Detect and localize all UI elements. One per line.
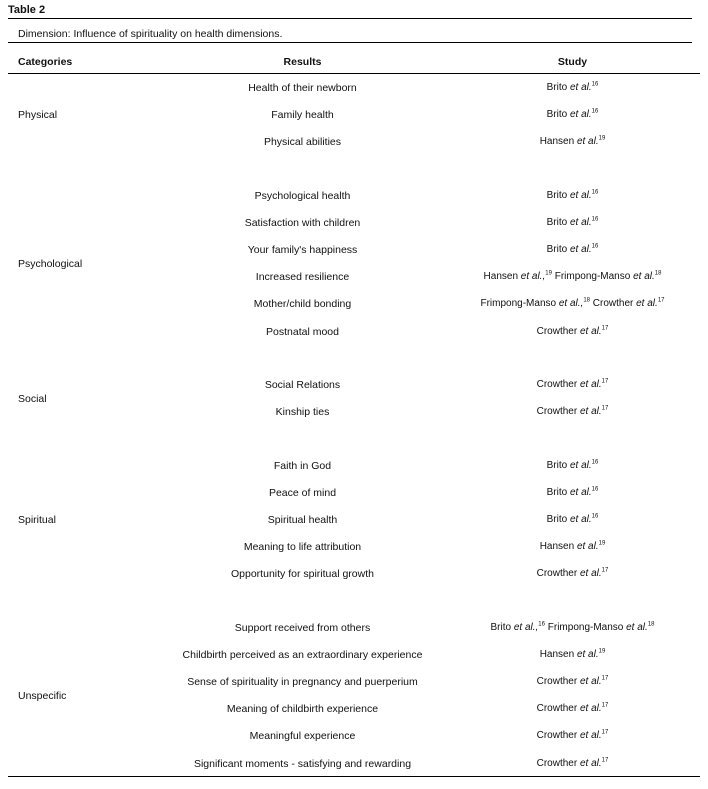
study-author: Brito	[546, 487, 570, 499]
caption-rule	[8, 42, 692, 43]
study-author: Hansen	[539, 649, 577, 661]
study-cell	[450, 190, 695, 201]
study-et-al: et al.	[579, 568, 602, 580]
result-cell: Peace of mind	[268, 487, 337, 500]
study-author: Frimpong-Manso	[544, 622, 627, 633]
study-cell	[450, 298, 695, 309]
study-cell	[450, 676, 695, 687]
study-et-al: et al.	[569, 190, 592, 201]
study-et-al: et al.,	[520, 271, 546, 283]
study-et-al: et al.	[576, 136, 599, 148]
study-author: Crowther	[536, 757, 580, 769]
study-cell	[450, 217, 695, 228]
study-author: Hansen	[539, 136, 577, 148]
study-ref: 16	[538, 621, 545, 628]
study-author: Crowther	[536, 325, 580, 337]
study-cell	[450, 379, 695, 390]
result-cell: Spiritual health	[267, 514, 338, 527]
study-et-al: et al.	[576, 541, 599, 553]
result-cell: Meaningful experience	[249, 730, 356, 743]
result-cell: Kinship ties	[275, 406, 330, 419]
result-cell: Satisfaction with children	[244, 217, 361, 230]
study-et-al: et al.	[579, 325, 602, 337]
header-rule	[8, 73, 700, 74]
study-cell	[450, 622, 695, 633]
study-et-al: et al.	[569, 244, 592, 256]
study-author: Brito	[546, 82, 570, 93]
study-et-al: et al.	[576, 649, 599, 661]
study-author: Brito	[546, 109, 570, 121]
study-et-al: et al.	[579, 703, 602, 715]
result-cell: Faith in God	[273, 460, 332, 472]
study-author: Hansen	[539, 541, 577, 553]
study-cell	[450, 703, 695, 714]
result-cell: Family health	[271, 109, 334, 122]
result-cell: Meaning to life attribution	[243, 541, 362, 554]
study-et-al: et al.	[626, 622, 648, 633]
table-title: Table 2	[8, 4, 46, 16]
bottom-rule	[8, 776, 700, 777]
dimension-caption: Dimension: Influence of spirituality on health dimensions.	[18, 28, 283, 40]
study-author: Brito	[546, 460, 570, 471]
study-ref: 17	[601, 702, 609, 709]
study-et-al: et al.	[579, 406, 602, 418]
study-ref: 16	[591, 108, 599, 115]
study-author: Brito	[546, 244, 570, 256]
study-et-al: et al.	[569, 217, 592, 229]
study-ref: 16	[591, 486, 599, 493]
study-cell	[450, 487, 695, 498]
study-ref: 17	[601, 405, 609, 412]
result-cell: Your family's happiness	[247, 244, 358, 257]
study-et-al: et al.,	[513, 622, 539, 633]
study-author: Crowther	[536, 703, 580, 715]
result-cell: Significant moments - satisfying and rewarding	[193, 757, 412, 770]
study-ref: 16	[591, 513, 599, 520]
study-ref: 18	[647, 621, 655, 628]
category-label: Social	[18, 392, 47, 405]
study-cell	[450, 326, 695, 337]
study-author: Frimpong-Manso	[551, 271, 634, 283]
study-author: Brito	[546, 217, 570, 229]
study-ref: 19	[598, 135, 606, 142]
study-author: Crowther	[536, 379, 580, 390]
result-cell: Postnatal mood	[266, 325, 339, 338]
category-label: Unspecific	[18, 689, 67, 702]
study-cell	[450, 136, 695, 147]
top-rule	[8, 18, 692, 19]
study-cell	[450, 82, 695, 93]
study-ref: 17	[601, 568, 609, 575]
study-ref: 16	[591, 243, 599, 250]
study-ref: 16	[591, 189, 599, 196]
study-ref: 16	[591, 216, 599, 223]
study-et-al: et al.	[579, 379, 602, 390]
study-et-al: et al.,	[558, 298, 584, 310]
study-ref: 19	[598, 540, 606, 547]
study-ref: 19	[545, 270, 552, 277]
category-label: Spiritual	[18, 514, 56, 527]
result-cell: Social Relations	[264, 379, 341, 391]
study-cell	[450, 730, 695, 741]
result-cell: Meaning of childbirth experience	[226, 703, 379, 716]
study-author: Crowther	[536, 568, 580, 580]
category-label: Psychological	[18, 257, 83, 270]
study-author: Brito	[490, 622, 514, 633]
header-results: Results	[283, 56, 322, 68]
study-cell	[450, 271, 695, 282]
study-cell	[450, 460, 695, 471]
study-ref: 17	[601, 730, 609, 737]
study-ref: 17	[601, 378, 609, 385]
study-cell	[450, 541, 695, 552]
study-et-al: et al.	[569, 460, 592, 471]
result-cell: Psychological health	[254, 190, 351, 202]
study-ref: 16	[591, 81, 599, 88]
study-author: Crowther	[536, 730, 580, 742]
study-author: Brito	[546, 190, 570, 201]
result-cell: Health of their newborn	[248, 82, 357, 94]
study-et-al: et al.	[579, 730, 602, 742]
study-cell	[450, 758, 695, 769]
result-cell: Childbirth perceived as an extraordinary experience	[182, 649, 423, 662]
study-ref: 17	[601, 675, 609, 682]
result-cell: Increased resilience	[255, 271, 350, 284]
study-author: Crowther	[536, 406, 580, 418]
result-cell: Physical abilities	[263, 136, 342, 149]
study-cell	[450, 109, 695, 120]
result-cell: Mother/child bonding	[253, 298, 352, 311]
study-author: Hansen	[483, 271, 521, 283]
result-cell: Support received from others	[234, 622, 371, 634]
study-author: Brito	[546, 514, 570, 526]
study-cell	[450, 649, 695, 660]
study-et-al: et al.	[636, 298, 658, 310]
study-ref: 17	[601, 325, 609, 332]
study-ref: 17	[657, 298, 665, 305]
study-et-al: et al.	[569, 109, 592, 121]
study-et-al: et al.	[569, 514, 592, 526]
study-cell	[450, 514, 695, 525]
study-et-al: et al.	[569, 82, 592, 93]
study-ref: 18	[654, 270, 662, 277]
study-ref: 17	[601, 757, 609, 764]
study-ref: 16	[591, 459, 599, 466]
study-author: Frimpong-Manso	[480, 298, 559, 310]
study-cell	[450, 568, 695, 579]
study-ref: 18	[583, 298, 590, 305]
study-cell	[450, 244, 695, 255]
study-et-al: et al.	[579, 676, 602, 688]
study-et-al: et al.	[569, 487, 592, 499]
study-cell	[450, 406, 695, 417]
result-cell: Opportunity for spiritual growth	[231, 568, 374, 581]
header-categories: Categories	[18, 56, 73, 68]
study-author: Crowther	[590, 298, 637, 310]
study-author: Crowther	[536, 676, 580, 688]
category-label: Physical	[18, 109, 58, 122]
result-cell: Sense of spirituality in pregnancy and puerperium	[187, 676, 418, 689]
study-et-al: et al.	[633, 271, 655, 283]
study-ref: 19	[598, 648, 606, 655]
study-et-al: et al.	[579, 757, 602, 769]
header-study: Study	[557, 56, 588, 68]
